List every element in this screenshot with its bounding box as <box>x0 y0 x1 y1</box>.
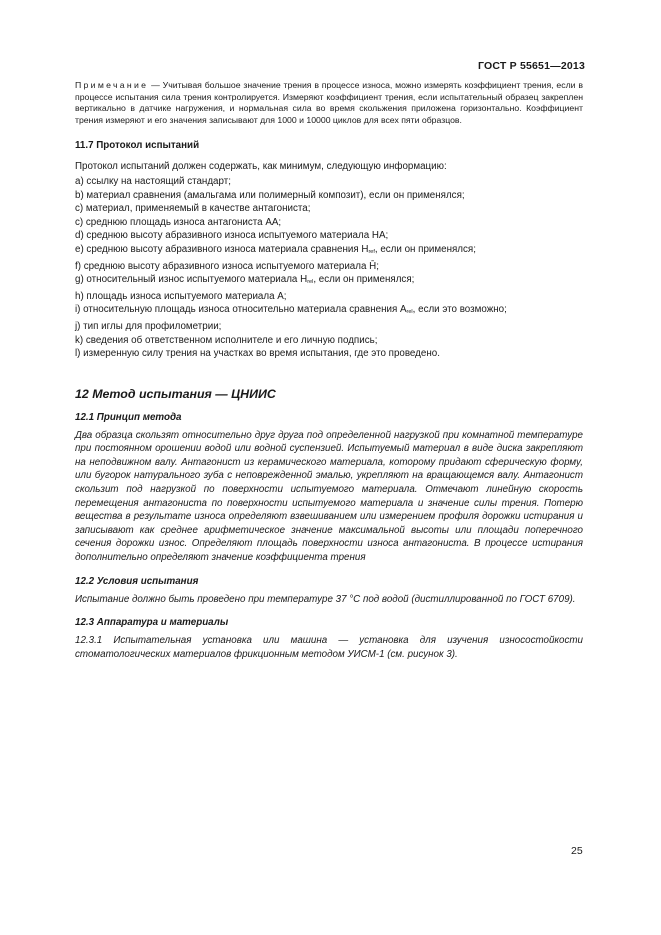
list-item-i <box>75 303 583 320</box>
note-text: — Учитывая большое значение трения в процессе износа, можно измерять коэффициент трения, если в процессе испытания сила трения контролируется. Измеряют коэффициент трения, если испытательный образец закреплен вертикально в датчике нагружения, и нормальная сила во время скольжения приложена горизонтально. Коэффициент трения измеряют и его значения записывают для 1000 и 10000 циклов для всех пяти образцов. <box>75 80 583 125</box>
list-item-i-tail: , если это возможно; <box>412 304 507 316</box>
list-item-g-text: g) относительный износ испытуемого материала H <box>75 274 308 286</box>
note-paragraph <box>75 80 583 126</box>
list-item-c2: c) среднюю площадь износа антагониста AA; <box>75 216 282 228</box>
list-item-e <box>75 243 583 260</box>
section-12-1-title: 12.1 Принцип метода <box>75 411 182 423</box>
section-12-title: 12 Метод испытания — ЦНИИС <box>75 386 276 401</box>
section-12-3-title: 12.3 Аппаратура и материалы <box>75 617 229 629</box>
list-item-c1: c) материал, применяемый в качестве антагониста; <box>75 203 311 215</box>
page-number: 25 <box>571 845 583 857</box>
list-item-g-tail: , если он применялся; <box>313 274 415 286</box>
subscript-rel: rel <box>307 279 314 286</box>
section-12-2-title: 12.2 Условия испытания <box>75 575 199 587</box>
list-item-l: l) измеренную силу трения на участках во время испытания, где это проведено. <box>75 348 440 360</box>
section-12-1-text: Два образца скользят относительно друг друга под определенной нагрузкой при комнатной температуре при постоянном орошении водой или водной суспензией. Испытуемый материал в виде диска закрепляют на неподвижном валу. Антагонист из керамического материала, которому придают сферическую форму, или бугорок натурального зуба с неповрежденной эмалью, укрепляют на вращающемся валу. Антагонист скользит под нагрузкой по поверхности испытуемого материала. Отмечают линейную скорость перемещения антагониста по поверхности испытуемого материала и значение силы трения. Потерю вещества в результате износа определяют взвешиванием или измерением профиля дорожки истирания и записывают как среднее арифметическое значение максимальной высоты или площади поперечного сечения дорожки износ. Определяют площадь поверхности износа антагониста. В процессе истирания дополнительно определяют значение коэффициента трения <box>75 429 583 564</box>
list-item-h: h) площадь износа испытуемого материала A; <box>75 290 287 302</box>
list-item-a: a) ссылку на настоящий стандарт; <box>75 175 231 187</box>
list-item-e-tail: , если он применялся; <box>374 243 476 255</box>
list-item-j: j) тип иглы для профилометрии; <box>75 320 222 332</box>
note-label: Примечание <box>75 80 149 90</box>
section-11-7-title: 11.7 Протокол испытаний <box>75 140 200 152</box>
subscript-rel: rel <box>406 309 413 316</box>
list-item-e-text: e) среднюю высоту абразивного износа материала сравнения H <box>75 243 369 255</box>
section-12-2-text: Испытание должно быть проведено при температуре 37 °С под водой (дистиллированной по ГОСТ 6709). <box>75 593 576 605</box>
section-12-3-1-text: 12.3.1 Испытательная установка или машина — установка для изучения износостойкости стоматологических материалов фрикционным методом УИСМ-1 (см. рисунок 3). <box>75 635 583 660</box>
list-item-i-text: i) относительную площадь износа относительно материала сравнения A <box>75 304 407 316</box>
list-item-f: f) среднюю высоту абразивного износа испытуемого материала H̄; <box>75 260 379 272</box>
subscript-ref: ref <box>368 248 375 255</box>
list-item-d: d) среднюю высоту абразивного износа испытуемого материала HA; <box>75 230 389 242</box>
list-item-g <box>75 273 583 290</box>
list-intro: Протокол испытаний должен содержать, как минимум, следующую информацию: <box>75 161 447 173</box>
report-contents-list <box>75 160 583 360</box>
list-item-b: b) материал сравнения (амальгама или полимерный композит), если он применялся; <box>75 189 465 201</box>
document-header: ГОСТ Р 55651—2013 <box>477 60 585 72</box>
page-content <box>75 80 583 661</box>
list-item-k: k) сведения об ответственном исполнителе и его личную подпись; <box>75 334 378 346</box>
